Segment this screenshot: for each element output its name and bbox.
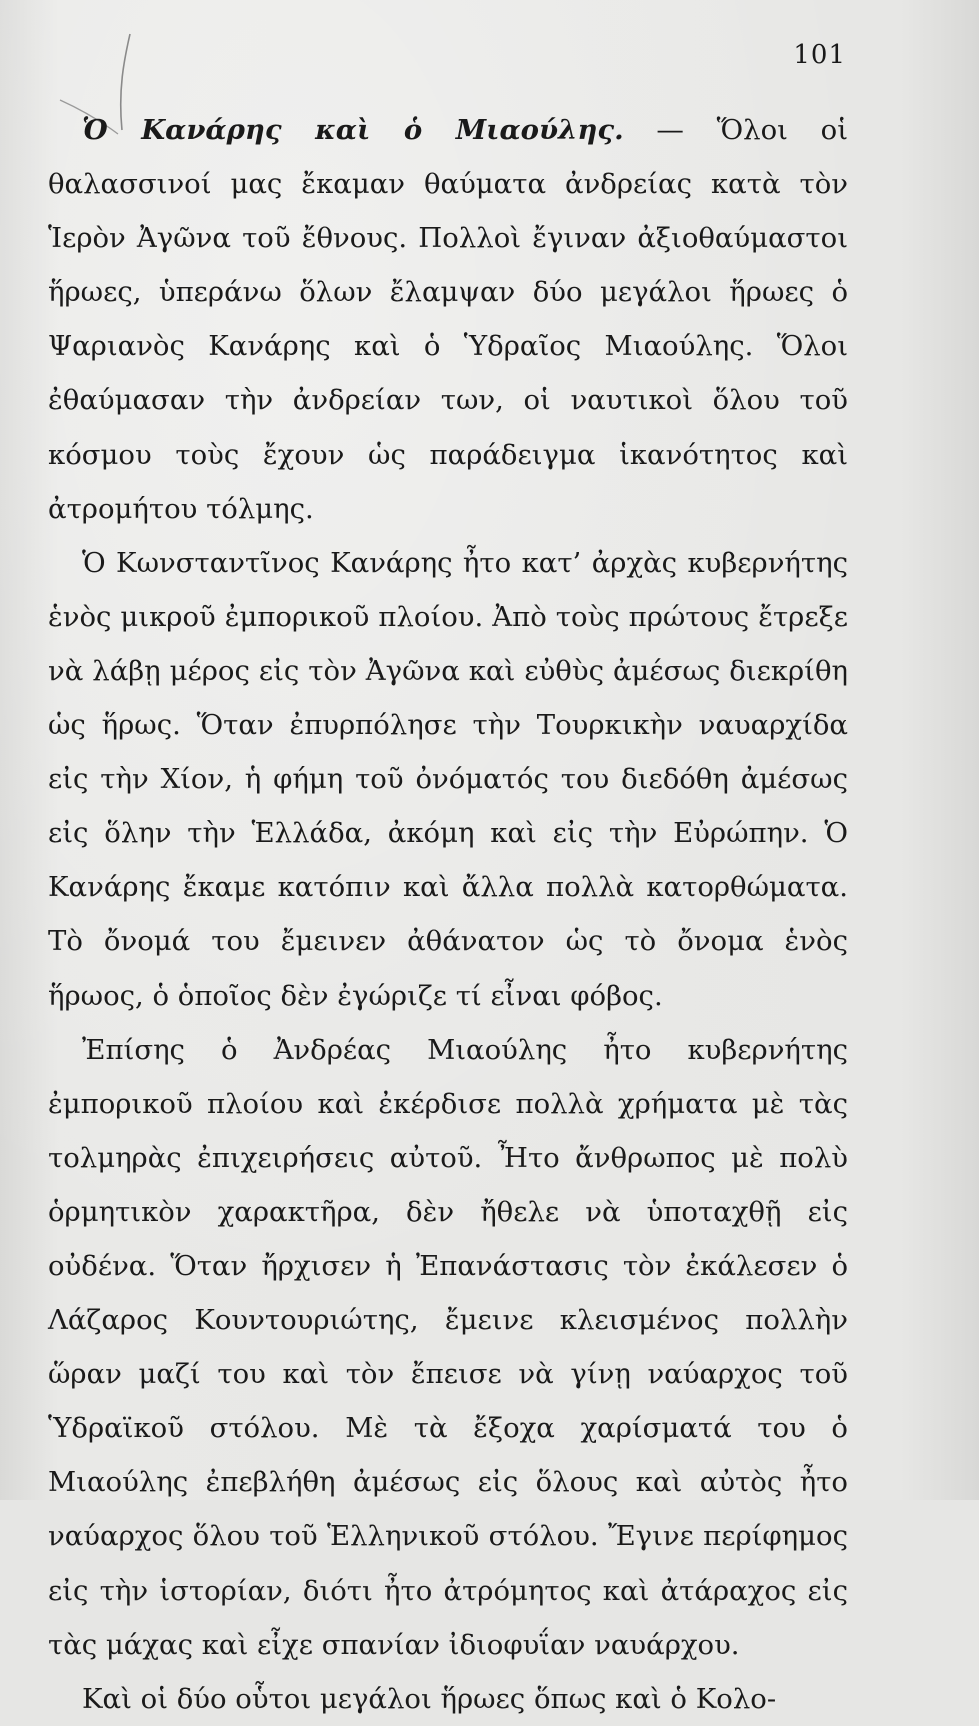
paragraph-2: Ὁ Κωνσταντῖνος Κανάρης ἦτο κατ’ ἀρχὰς κυβερνήτης ἑνὸς μικροῦ ἐμπορικοῦ πλοίου. Ἀπὸ τοὺς πρώτους ἔτρεξε νὰ λάβῃ μέρος εἰς τὸν Ἀγῶνα καὶ εὐθὺς ἀμέσως διεκρίθη ὡς ἥρως. Ὅταν ἐπυρπόλησε τὴν Τουρκικὴν ναυαρχίδα εἰς τὴν Χίον, ἡ φήμη τοῦ ὀνόματός του διεδόθη ἀμέσως εἰς ὅλην τὴν Ἑλλάδα, ἀκόμη καὶ εἰς τὴν Εὐρώπην. Ὁ Κανάρης ἔκαμε κατόπιν καὶ ἄλλα πολλὰ κατορθώματα. Τὸ ὄνομά του ἔμεινεν ἀθάνατον ὡς τὸ ὄνομα ἑνὸς ἥρωος, ὁ ὁποῖος δὲν ἐγώριζε τί εἶναι φόβος. — [48, 546, 848, 1012]
paragraph-1 — [48, 103, 848, 536]
section-heading: Ὁ Κανάρης καὶ ὁ Μιαούλης. — [82, 114, 624, 146]
page-number: 101 — [793, 40, 846, 70]
paragraph-3: Ἐπίσης ὁ Ἀνδρέας Μιαούλης ἦτο κυβερνήτης ἐμπορικοῦ πλοίου καὶ ἐκέρδισε πολλὰ χρήματα μὲ τὰς τολμηρὰς ἐπιχειρήσεις αὐτοῦ. Ἦτο ἄνθρωπος μὲ πολὺ ὁρμητικὸν χαρακτῆρα, δὲν ἤθελε νὰ ὑποταχθῇ εἰς οὐδένα. Ὅταν ἤρχισεν ἡ Ἐπανάστασις τὸν ἐκάλεσεν ὁ Λάζαρος Κουντουριώτης, ἔμεινε κλεισμένος πολλὴν ὥραν μαζί του καὶ τὸν ἔπεισε νὰ γίνῃ ναύαρχος τοῦ Ὑδραϊκοῦ στόλου. Μὲ τὰ ἔξοχα χαρίσματά του ὁ Μιαούλης ἐπεβλήθη ἀμέσως εἰς ὅλους καὶ αὐτὸς ἦτο ναύαρχος ὅλου τοῦ Ἑλληνικοῦ στόλου. Ἔγινε περίφημος εἰς τὴν ἱστορίαν, διότι ἦτο ἀτρόμητος καὶ ἀτάραχος εἰς τὰς μάχας καὶ εἶχε σπανίαν ἰδιοφυΐαν ναυάρχου. — [48, 1033, 848, 1661]
heading-separator: — — [623, 114, 717, 146]
body-text — [48, 103, 848, 1726]
paragraph-4: Καὶ οἱ δύο οὗτοι μεγάλοι ἥρωες ὅπως καὶ ὁ Κολο- — [82, 1682, 777, 1715]
paragraph-1-text: Ὅλοι οἱ θαλασσινοί μας ἔκαμαν θαύματα ἀνδρείας κατὰ τὸν Ἱερὸν Ἀγῶνα τοῦ ἔθνους. Πολλοὶ ἔγιναν ἀξιοθαύμαστοι ἥρωες, ὑπεράνω ὅλων ἔλαμψαν δύο μεγάλοι ἥρωες ὁ Ψαριανὸς Κανάρης καὶ ὁ Ὑδραῖος Μιαούλης. Ὅλοι ἐθαύμασαν τὴν ἀνδρείαν των, οἱ ναυτικοὶ ὅλου τοῦ κόσμου τοὺς ἔχουν ὡς παράδειγμα ἱκανότητος καὶ ἀτρομήτου τόλμης. — [48, 114, 849, 525]
